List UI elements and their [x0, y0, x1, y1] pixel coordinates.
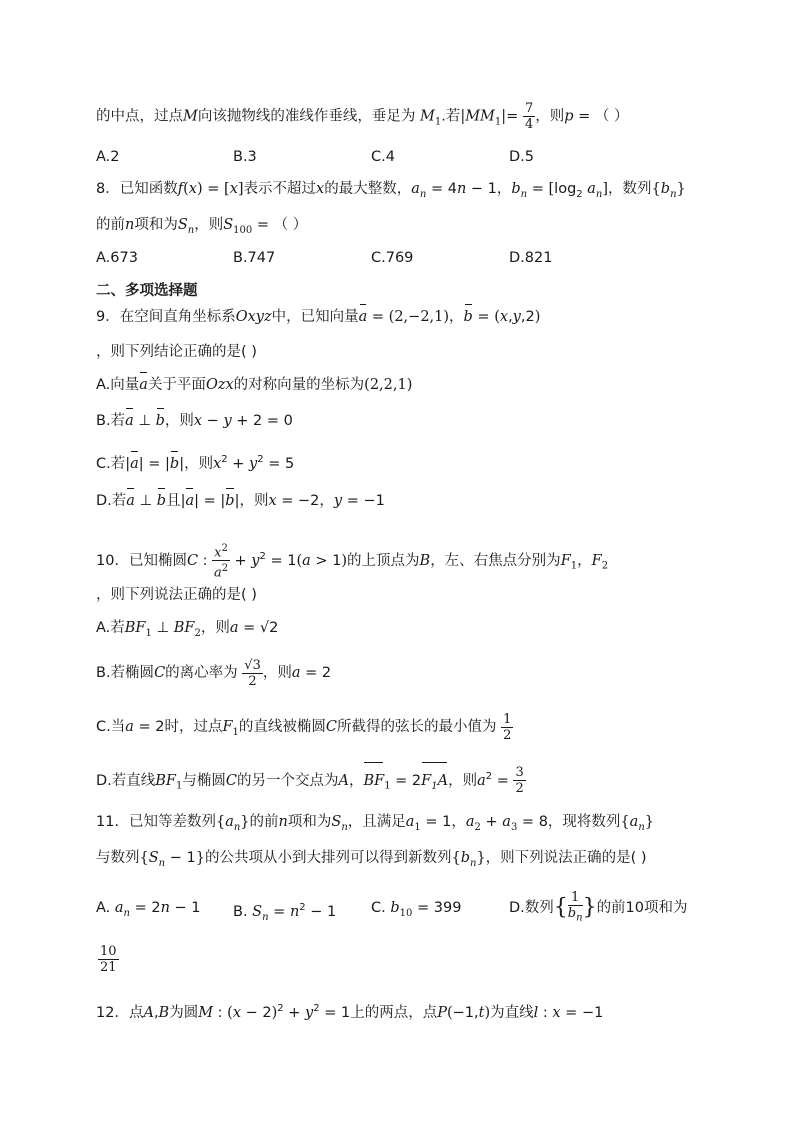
q7-fraction: $\frac{7}{4}$	[524, 101, 534, 132]
q10-eccentricity-fraction: $\frac{√3}{2}$	[244, 657, 261, 689]
q11-option-c[interactable]: C. $b_{10} = 399$	[371, 900, 462, 919]
q11-sum-fraction: $\frac{10}{21}$	[100, 944, 117, 975]
q7-option-d[interactable]: D.5	[509, 149, 534, 165]
q11-option-b[interactable]: B. $S_n = n^2 - 1$	[233, 902, 337, 923]
q9-stem-line-2: ，则下列结论正确的是( )	[96, 344, 257, 360]
q10-option-a[interactable]: A.若$BF_1$ ⊥ $BF_2$，则a = √2	[96, 620, 279, 639]
q8-option-b[interactable]: B.747	[233, 250, 276, 266]
q7-stem-line: 的中点，过点M向该抛物线的准线作垂线，垂足为 $M_1$.若$|MM_1|=$ $\frac{7}{4}$ ，则p = （ ）	[96, 101, 629, 132]
q11-option-d-value	[98, 944, 119, 975]
q8-option-a[interactable]: A.673	[96, 250, 138, 266]
q9-option-c[interactable]: C.若|a| = |b|，则$x^2 + y^2 = 5$	[96, 449, 294, 475]
q10-chord-fraction: $\frac{1}{2}$	[503, 711, 512, 743]
q9-option-a[interactable]: A.向量a关于平面Ozx的对称向量的坐标为(2,2,1)	[96, 374, 412, 396]
q12-stem-line-1: 12．点A,B为圆M : $(x - 2)^2 + y^2 = 1$上的两点，点P(−1,t)为直线l : x = −1	[96, 1003, 604, 1021]
q8-option-c[interactable]: C.769	[371, 250, 414, 266]
q8-stem-line-2: 的前n项和为$S_n$，则$S_{100}$ = （ ）	[96, 217, 308, 236]
q9-option-d[interactable]: D.若a ⊥ b且|a| = |b|，则x = −2，y = −1	[96, 490, 385, 512]
q10-option-b[interactable]: B.若椭圆C的离心率为 $\frac{√3}{2}$ ，则a = 2	[96, 657, 332, 689]
q7-option-c[interactable]: C.4	[371, 149, 395, 165]
q11-reciprocal-fraction: $\frac{1}{b_n}$	[567, 890, 583, 924]
q7-option-b[interactable]: B.3	[233, 149, 257, 165]
q8-option-d[interactable]: D.821	[509, 250, 553, 266]
q11-stem-line-2: 与数列$\{S_n - 1\}$的公共项从小到大排列可以得到新数列$\{b_n\}$，则下列说法正确的是( )	[96, 850, 647, 869]
q8-stem-line-1: 8．已知函数f(x) = [x]表示不超过x的最大整数，$a_n = 4n - 1$，$b_n = [\log_2$ $a_n$]，数列$\{b_n\}$	[96, 181, 686, 200]
q10-option-d[interactable]: D.若直线$BF_1$与椭圆C的另一个交点为A，$BF_1 = 2F_1A$，则$a^2$ = $\frac{3}{2}$	[96, 760, 526, 804]
q11-option-a[interactable]: A. $a_n = 2n - 1$	[96, 900, 201, 919]
q9-stem-line-1: 9．在空间直角坐标系Oxyz中，已知向量a = (2,−2,1)，b = (x,y,2)	[96, 306, 540, 328]
q10-stem-line-1: 10．已知椭圆C : $\frac{x^2}{a^2}$ + $y^2 = 1(a > 1)$的上顶点为B，左、右焦点分别为$F_1$，$F_2$	[96, 543, 609, 581]
q10-ellipse-fraction: $\frac{x^2}{a^2}$	[213, 543, 229, 581]
section-title: 二、多项选择题	[96, 283, 198, 299]
q11-option-d[interactable]: D.数列{ $\frac{1}{b_n}$ }的前10项和为	[509, 890, 688, 924]
q10-option-c[interactable]: C.当a = 2时，过点$F_1$的直线被椭圆C所截得的弦长的最小值为 $\frac{1}{2}$	[96, 711, 512, 743]
q7-option-a[interactable]: A.2	[96, 149, 120, 165]
q10-stem-line-2: ，则下列说法正确的是( )	[96, 587, 257, 603]
q9-option-b[interactable]: B.若a ⊥ b，则x − y + 2 = 0	[96, 410, 293, 432]
q11-stem-line-1: 11．已知等差数列$\{a_n\}$的前n项和为$S_n$，且满足$a_1 = 1$，$a_2 + a_3 = 8$，现将数列$\{a_n\}$	[96, 814, 654, 833]
q10-a-squared-fraction: $\frac{3}{2}$	[515, 765, 524, 797]
